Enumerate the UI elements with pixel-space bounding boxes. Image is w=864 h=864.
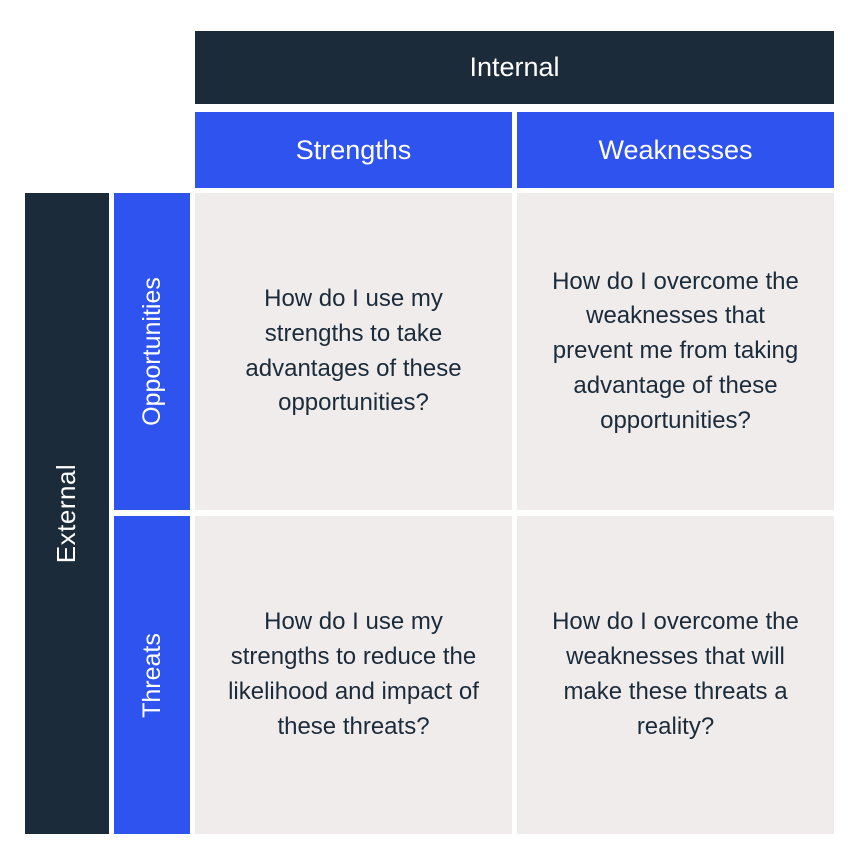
cell-weaknesses-threats bbox=[517, 516, 834, 834]
cell-weaknesses-opportunities-text: How do I overcome the weaknesses that prevent me from taking advantage of these opportunities? bbox=[552, 267, 799, 434]
internal-axis-label-text: Internal bbox=[469, 52, 560, 82]
cell-strengths-opportunities-text: How do I use my strengths to take advantages of these opportunities? bbox=[245, 284, 462, 417]
cell-strengths-threats-text: How do I use my strengths to reduce the likelihood and impact of these threats? bbox=[228, 608, 479, 740]
row-header-opportunities bbox=[114, 193, 190, 510]
cell-weaknesses-threats-text: How do I overcome the weaknesses that will make these threats a reality? bbox=[552, 608, 799, 740]
column-header-weaknesses bbox=[517, 112, 834, 188]
row-header-threats bbox=[114, 516, 190, 834]
column-header-weaknesses-text: Weaknesses bbox=[598, 134, 753, 165]
internal-axis-label bbox=[195, 31, 834, 104]
row-header-opportunities-text: Opportunities bbox=[137, 277, 166, 426]
cell-strengths-threats bbox=[195, 516, 512, 834]
external-axis-label-text: External bbox=[51, 463, 82, 564]
external-axis-label bbox=[25, 193, 109, 834]
cell-strengths-opportunities bbox=[195, 193, 512, 510]
column-header-strengths bbox=[195, 112, 512, 188]
row-header-threats-text: Threats bbox=[137, 632, 166, 718]
column-header-strengths-text: Strengths bbox=[295, 134, 412, 165]
cell-weaknesses-opportunities bbox=[517, 193, 834, 510]
